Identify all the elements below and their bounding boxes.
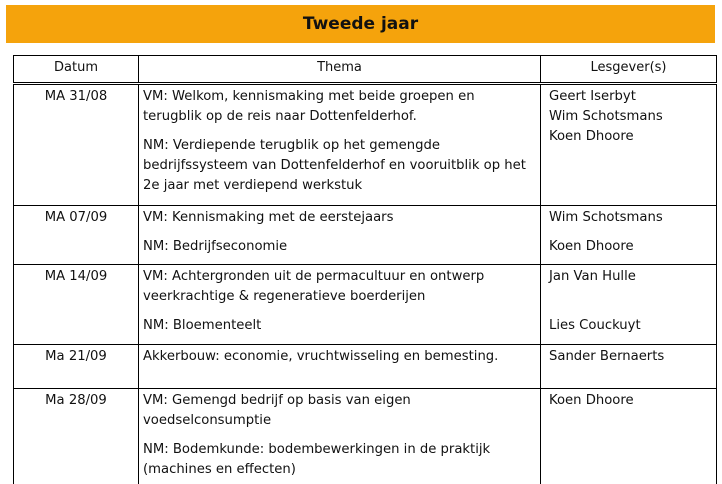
row-date: MA 07/09 [14, 206, 139, 265]
section-title-banner [6, 5, 715, 43]
header-thema: Thema [139, 56, 541, 84]
schedule-table [13, 55, 717, 484]
thema-vm: VM: Kennismaking met de eerstejaars [143, 208, 532, 228]
row-date: MA 14/09 [14, 265, 139, 345]
row-lesgevers [541, 206, 717, 265]
teacher-name: Wim Schotsmans [549, 208, 710, 228]
row-date: Ma 28/09 [14, 389, 139, 484]
table-row [14, 345, 717, 389]
table-row [14, 265, 717, 345]
row-thema [139, 84, 541, 206]
teacher-name: Lies Couckuyt [549, 316, 710, 336]
teacher-name: Koen Dhoore [549, 391, 710, 411]
teacher-name: Geert Iserbyt [549, 87, 710, 107]
teacher-name: Koen Dhoore [549, 237, 710, 257]
row-thema [139, 206, 541, 265]
thema-nm: NM: Verdiepende terugblik op het gemengde bedrijfssysteem van Dottenfelderhof en vooruitblik op het 2e jaar met verdiepend werkstuk [143, 136, 532, 196]
table-row [14, 389, 717, 484]
thema-nm: NM: Bodemkunde: bodembewerkingen in de praktijk (machines en effecten) [143, 440, 532, 480]
teacher-name: Jan Van Hulle [549, 267, 710, 287]
header-datum: Datum [14, 56, 139, 84]
teacher-name: Wim Schotsmans [549, 107, 710, 127]
row-lesgevers [541, 389, 717, 484]
teacher-name: Koen Dhoore [549, 127, 710, 147]
header-lesgevers: Lesgever(s) [541, 56, 717, 84]
thema-nm: NM: Bedrijfseconomie [143, 237, 532, 257]
row-thema [139, 265, 541, 345]
table-row [14, 84, 717, 206]
row-date: MA 31/08 [14, 84, 139, 206]
row-date: Ma 21/09 [14, 345, 139, 389]
row-lesgevers [541, 345, 717, 389]
thema-vm: VM: Gemengd bedrijf op basis van eigen voedselconsumptie [143, 391, 532, 431]
thema-vm: VM: Welkom, kennismaking met beide groepen en terugblik op de reis naar Dottenfelderhof. [143, 87, 532, 127]
thema-vm: VM: Achtergronden uit de permacultuur en ontwerp veerkrachtige & regeneratieve boerderijen [143, 267, 532, 307]
table-row [14, 206, 717, 265]
table-header-row [14, 56, 717, 84]
row-thema [139, 345, 541, 389]
row-thema [139, 389, 541, 484]
thema-text: Akkerbouw: economie, vruchtwisseling en bemesting. [143, 347, 532, 367]
section-title: Tweede jaar [303, 14, 418, 34]
row-lesgevers [541, 84, 717, 206]
teacher-name: Sander Bernaerts [549, 347, 710, 367]
row-lesgevers [541, 265, 717, 345]
thema-nm: NM: Bloementeelt [143, 316, 532, 336]
